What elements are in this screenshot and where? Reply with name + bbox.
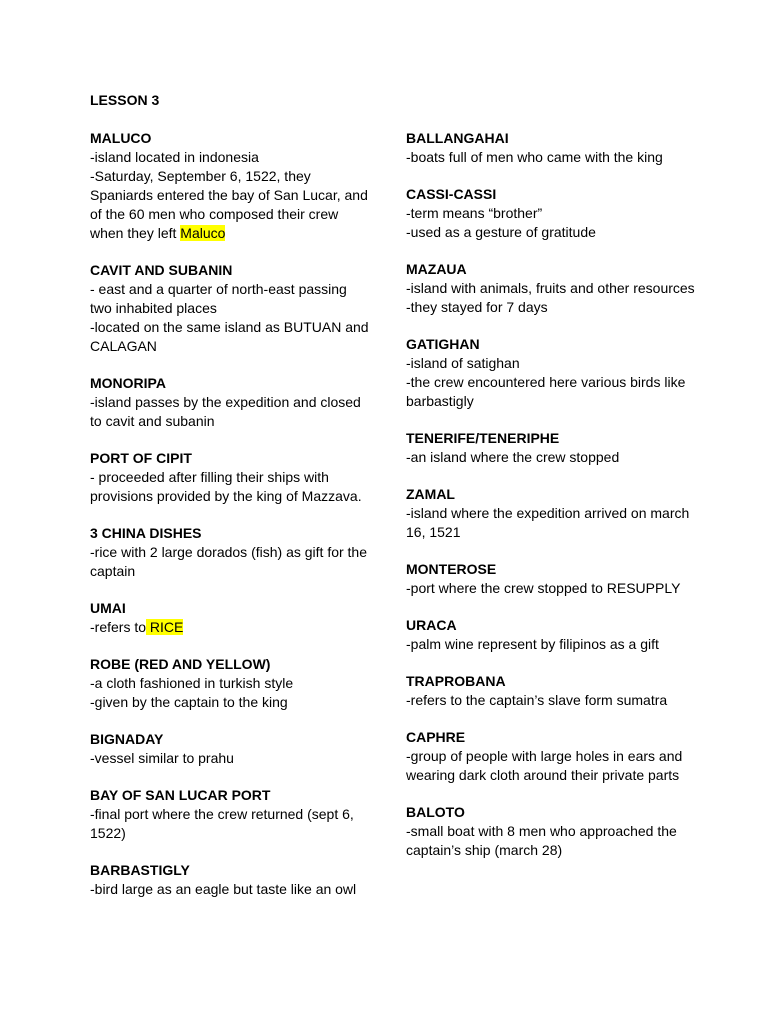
term-heading: TRAPROBANA xyxy=(406,673,506,689)
glossary-entry-baloto xyxy=(406,803,696,860)
definition-text: -term means “brother” xyxy=(406,205,543,221)
right-column xyxy=(406,129,696,878)
definition-line xyxy=(90,749,370,768)
definition-text: -boats full of men who came with the king xyxy=(406,149,663,165)
glossary-entry-umai xyxy=(90,599,370,637)
term-heading: BARBASTIGLY xyxy=(90,862,190,878)
definition-text: -Saturday, September 6, 1522, they Spaniards entered the bay of San Lucar, and of the 60 men who composed their crew when they left xyxy=(90,168,368,241)
definition-text: -an island where the crew stopped xyxy=(406,449,620,465)
definition-line xyxy=(406,448,696,467)
definition-line xyxy=(90,468,370,506)
glossary-entry-mazaua xyxy=(406,260,696,317)
term-heading: MALUCO xyxy=(90,130,152,146)
definition-line xyxy=(90,167,370,243)
glossary-entry-maluco xyxy=(90,129,370,243)
definition-text: -a cloth fashioned in turkish style xyxy=(90,675,294,691)
term-heading: CAPHRE xyxy=(406,729,466,745)
glossary-entry-robe-red-and-yellow xyxy=(90,655,370,712)
term-heading: BAY OF SAN LUCAR PORT xyxy=(90,787,271,803)
definition-text: -island with animals, fruits and other resources xyxy=(406,280,695,296)
definition-line xyxy=(406,822,696,860)
definition-text: -bird large as an eagle but taste like an owl xyxy=(90,881,357,897)
definition-line xyxy=(406,504,696,542)
glossary-entry-gatighan xyxy=(406,335,696,411)
glossary-entry-3-china-dishes xyxy=(90,524,370,581)
term-heading: MONORIPA xyxy=(90,375,166,391)
definition-line xyxy=(406,579,696,598)
term-heading: BIGNADAY xyxy=(90,731,164,747)
definition-line xyxy=(90,148,370,167)
glossary-entry-tenerife-teneriphe xyxy=(406,429,696,467)
glossary-entry-monoripa xyxy=(90,374,370,431)
term-heading: GATIGHAN xyxy=(406,336,480,352)
definition-text: -final port where the crew returned (sept 6, 1522) xyxy=(90,806,354,841)
definition-text: -palm wine represent by filipinos as a gift xyxy=(406,636,659,652)
definition-line xyxy=(90,618,370,637)
glossary-entry-caphre xyxy=(406,728,696,785)
definition-line xyxy=(406,223,696,242)
definition-line xyxy=(90,805,370,843)
definition-text: -vessel similar to prahu xyxy=(90,750,234,766)
glossary-entry-barbastigly xyxy=(90,861,370,899)
definition-line xyxy=(406,691,696,710)
definition-line xyxy=(90,674,370,693)
definition-line xyxy=(406,635,696,654)
definition-text: -refers to xyxy=(90,619,147,635)
term-heading: UMAI xyxy=(90,600,126,616)
left-column xyxy=(90,129,370,917)
definition-line xyxy=(406,279,696,298)
definition-text: -group of people with large holes in ears and wearing dark cloth around their private parts xyxy=(406,748,683,783)
definition-text: -small boat with 8 men who approached the captain’s ship (march 28) xyxy=(406,823,677,858)
glossary-entry-port-of-cipit xyxy=(90,449,370,506)
term-heading: MONTEROSE xyxy=(406,561,497,577)
glossary-entry-cassi-cassi xyxy=(406,185,696,242)
definition-text: -island of satighan xyxy=(406,355,520,371)
definition-line xyxy=(90,693,370,712)
glossary-entry-ballangahai xyxy=(406,129,696,167)
definition-line xyxy=(406,747,696,785)
definition-line xyxy=(90,318,370,356)
highlighted-text: RICE xyxy=(146,619,184,635)
definition-text: -they stayed for 7 days xyxy=(406,299,548,315)
definition-text: -rice with 2 large dorados (fish) as gift for the captain xyxy=(90,544,368,579)
definition-text: -port where the crew stopped to RESUPPLY xyxy=(406,580,681,596)
definition-text: -island passes by the expedition and closed to cavit and subanin xyxy=(90,394,361,429)
glossary-entry-uraca xyxy=(406,616,696,654)
term-heading: ZAMAL xyxy=(406,486,455,502)
definition-line xyxy=(90,393,370,431)
glossary-entry-traprobana xyxy=(406,672,696,710)
definition-text: -refers to the captain’s slave form sumatra xyxy=(406,692,668,708)
definition-text: -island located in indonesia xyxy=(90,149,259,165)
definition-line xyxy=(406,373,696,411)
term-heading: BALLANGAHAI xyxy=(406,130,509,146)
definition-text: -located on the same island as BUTUAN and CALAGAN xyxy=(90,319,369,354)
definition-line xyxy=(406,204,696,223)
definition-line xyxy=(90,280,370,318)
term-heading: PORT OF CIPIT xyxy=(90,450,192,466)
definition-line xyxy=(406,148,696,167)
definition-text: - proceeded after filling their ships with provisions provided by the king of Mazzava. xyxy=(90,469,362,504)
definition-text: -island where the expedition arrived on march 16, 1521 xyxy=(406,505,690,540)
glossary-entry-bignaday xyxy=(90,730,370,768)
glossary-entry-cavit-and-subanin xyxy=(90,261,370,356)
definition-text: -used as a gesture of gratitude xyxy=(406,224,596,240)
definition-line xyxy=(90,880,370,899)
highlighted-text: Maluco xyxy=(180,225,226,241)
term-heading: CAVIT AND SUBANIN xyxy=(90,262,233,278)
definition-text: - east and a quarter of north-east passing two inhabited places xyxy=(90,281,347,316)
glossary-entry-zamal xyxy=(406,485,696,542)
term-heading: URACA xyxy=(406,617,457,633)
page-title: LESSON 3 xyxy=(90,92,160,108)
term-heading: 3 CHINA DISHES xyxy=(90,525,202,541)
definition-line xyxy=(406,298,696,317)
term-heading: BALOTO xyxy=(406,804,465,820)
term-heading: ROBE (RED AND YELLOW) xyxy=(90,656,271,672)
glossary-entry-bay-of-san-lucar-port xyxy=(90,786,370,843)
glossary-entry-monterose xyxy=(406,560,696,598)
definition-line xyxy=(90,543,370,581)
definition-line xyxy=(406,354,696,373)
definition-text: -given by the captain to the king xyxy=(90,694,288,710)
term-heading: MAZAUA xyxy=(406,261,467,277)
term-heading: CASSI-CASSI xyxy=(406,186,497,202)
term-heading: TENERIFE/TENERIPHE xyxy=(406,430,560,446)
definition-text: -the crew encountered here various birds like barbastigly xyxy=(406,374,686,409)
